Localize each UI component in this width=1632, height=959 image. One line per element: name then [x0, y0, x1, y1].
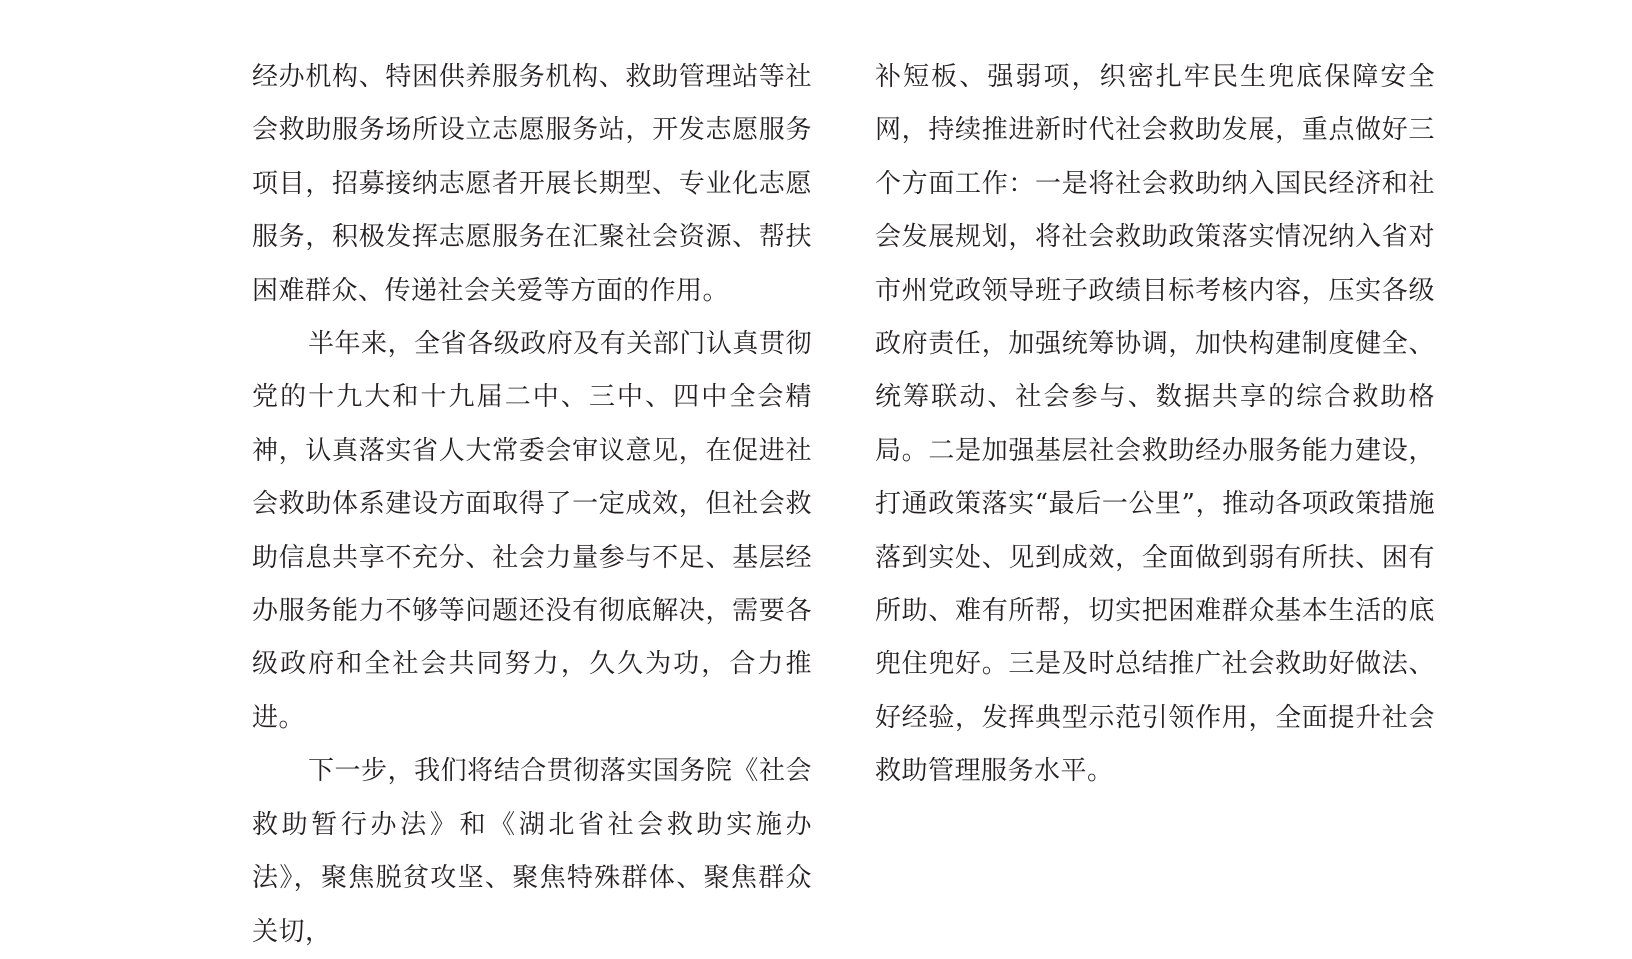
- left-column: [252, 51, 812, 959]
- right-column: [875, 51, 1435, 799]
- paragraph-continuation: 经办机构、特困供养服务机构、救助管理站等社会救助服务场所设立志愿服务站，开发志愿服务项目，招募接纳志愿者开展长期型、专业化志愿服务，积极发挥志愿服务在汇聚社会资源、帮扶困难群众、传递社会关爱等方面的作用。: [252, 62, 812, 306]
- paragraph-next-steps: 下一步，我们将结合贯彻落实国务院《社会救助暂行办法》和《湖北省社会救助实施办法》，聚焦脱贫攻坚、聚焦特殊群体、聚焦群众关切，: [252, 756, 812, 947]
- paragraph-key-tasks: 补短板、强弱项，织密扎牢民生兜底保障安全网，持续推进新时代社会救助发展，重点做好三个方面工作：一是将社会救助纳入国民经济和社会发展规划，将社会救助政策落实情况纳入省对市州党政领导班子政绩目标考核内容，压实各级政府责任，加强统筹协调，加快构建制度健全、统筹联动、社会参与、数据共享的综合救助格局。二是加强基层社会救助经办服务能力建设，打通政策落实“最后一公里”，推动各项政策措施落到实处、见到成效，全面做到弱有所扶、困有所助、难有所帮，切实把困难群众基本生活的底兜住兜好。三是及时总结推广社会救助好做法、好经验，发挥典型示范引领作用，全面提升社会救助管理服务水平。: [875, 62, 1435, 787]
- paragraph-half-year-review: 半年来，全省各级政府及有关部门认真贯彻党的十九大和十九届二中、三中、四中全会精神，认真落实省人大常委会审议意见，在促进社会救助体系建设方面取得了一定成效，但社会救助信息共享不充分、社会力量参与不足、基层经办服务能力不够等问题还没有彻底解决，需要各级政府和全社会共同努力，久久为功，合力推进。: [252, 329, 812, 733]
